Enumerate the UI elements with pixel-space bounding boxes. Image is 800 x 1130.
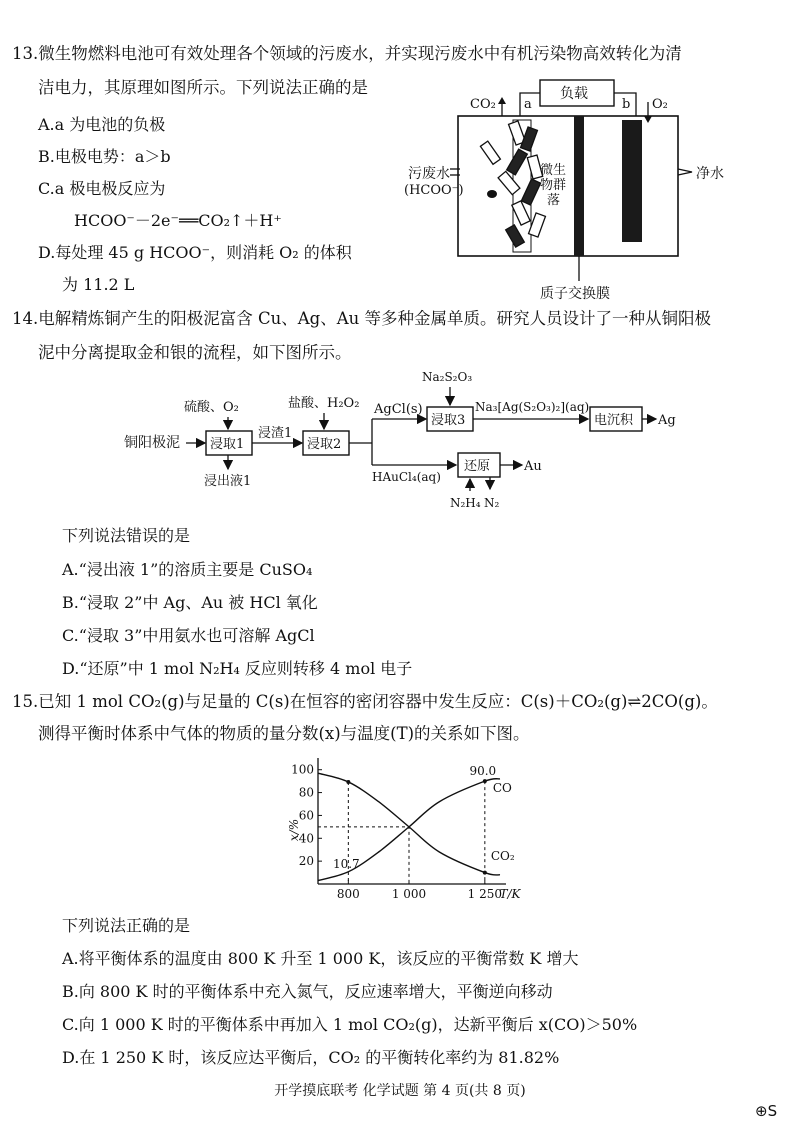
q14-option-c: C.“浸取 3”中用氨水也可溶解 AgCl [62,626,315,645]
complex-label: Na₃[Ag(S₂O₃)₂](aq) [475,400,590,414]
corner-stamp: ⊕S [755,1102,778,1120]
q15-stem-line2: 测得平衡时体系中气体的物质的量分数(x)与温度(T)的关系如下图。 [38,724,530,743]
au-product-label: Au [524,459,542,474]
electrode-a-label: a [524,97,532,112]
q13-option-c-equation: HCOO⁻－2e⁻══CO₂↑＋H⁺ [74,211,282,230]
electrodeposition-label: 电沉积 [594,413,634,428]
q13-option-d-line1: D.每处理 45 g HCOO⁻，则消耗 O₂ 的体积 [38,243,352,262]
data-point [346,780,350,784]
q14-option-a: A.“浸出液 1”的溶质主要是 CuSO₄ [62,560,313,579]
y-axis-label: x/% [287,818,301,842]
co2-label: CO₂ [470,97,496,112]
mole-fraction-chart [280,752,530,907]
q15-stem-line1: 15.已知 1 mol CO₂(g)与足量的 C(s)在恒容的密闭容器中发生反应：C(s)＋CO₂(g)⇌2CO(g)。 [12,692,718,711]
leach2-label: 浸取2 [307,437,342,452]
y-tick-label: 100 [291,762,314,777]
q15-option-a: A.将平衡体系的温度由 800 K 升至 1 000 K，该反应的平衡常数 K 增大 [62,949,579,968]
leach3-label: 浸取3 [431,413,466,428]
q14-option-d: D.“还原”中 1 mol N₂H₄ 反应则转移 4 mol 电子 [62,659,413,678]
q13-option-c: C.a 极电极反应为 [38,179,166,198]
waste-water-label: 污废水 [408,166,450,182]
proton-exchange-membrane [574,116,584,256]
page-footer: 开学摸底联考 化学试题 第 4 页(共 8 页) [274,1083,526,1099]
data-point [483,779,487,783]
n2-label: N₂ [484,496,500,510]
reagent3-label: Na₂S₂O₃ [422,370,473,384]
waste-water-formula: (HCOO⁻) [404,183,464,198]
q15-option-d: D.在 1 250 K 时，该反应达平衡后，CO₂ 的平衡转化率约为 81.82% [62,1048,560,1067]
q13-option-b: B.电极电势：a＞b [38,147,171,166]
leach1-label: 浸取1 [210,437,245,452]
reduction-label: 还原 [464,459,491,474]
x-tick-label: 1 250 [467,887,503,901]
n2h4-label: N₂H₄ [450,496,481,510]
o2-label: O₂ [652,97,668,112]
fuel-cell-diagram [400,76,790,308]
x-axis-label: T/K [499,887,521,901]
agcl-label: AgCl(s) [374,402,423,417]
ag-product-label: Ag [658,413,676,428]
leachate1-label: 浸出液1 [204,474,252,489]
q13-option-d-line2: 为 11.2 L [62,275,135,294]
reagent1-label: 硫酸、O₂ [184,400,239,415]
membrane-label: 质子交换膜 [540,286,610,302]
q13-option-a: A.a 为电池的负极 [38,115,166,134]
microbe-label-2: 物群 [540,178,567,193]
q13-stem-line1: 13.微生物燃料电池可有效处理各个领域的污废水，并实现污废水中有机污染物高效转化为清 [12,44,682,63]
q14-stem-line1: 14.电解精炼铜产生的阳极泥富含 Cu、Ag、Au 等多种金属单质。研究人员设计了一种从铜阳极 [12,309,712,328]
guide-1000 [318,827,409,884]
clean-water-label: 净水 [696,166,724,182]
y-tick-label: 20 [298,854,314,869]
series-label-co: CO [492,781,512,795]
annotation-90: 90.0 [469,764,497,779]
series-label-co2: CO₂ [490,849,515,863]
microbe-label-1: 微生 [540,163,567,178]
q15-option-b: B.向 800 K 时的平衡体系中充入氮气，反应速率增大，平衡逆向移动 [62,982,553,1001]
y-tick-label: 80 [298,785,314,800]
extraction-flowchart [110,365,710,515]
q14-stem-line2: 泥中分离提取金和银的流程，如下图所示。 [38,343,352,362]
raw-material-label: 铜阳极泥 [124,435,180,451]
reagent2-label: 盐酸、H₂O₂ [288,396,360,411]
q13-stem-line2: 洁电力，其原理如图所示。下列说法正确的是 [38,78,368,97]
x-tick-label: 1 000 [391,887,427,901]
q15-option-c: C.向 1 000 K 时的平衡体系中再加入 1 mol CO₂(g)，达新平衡后 x(CO)＞50% [62,1015,638,1034]
y-tick-label: 40 [298,831,314,846]
annotation-10-7: 10.7 [332,856,360,871]
microbe-label-3: 落 [547,193,561,208]
q14-question: 下列说法错误的是 [62,526,191,545]
electrode-b-label: b [622,97,631,112]
q15-question: 下列说法正确的是 [62,916,191,935]
load-label: 负载 [560,86,588,102]
haucl4-label: HAuCl₄(aq) [372,470,441,484]
residue1-label: 浸渣1 [258,426,293,441]
cathode-electrode [622,120,642,242]
y-tick-label: 60 [298,808,314,823]
x-tick-label: 800 [336,887,360,901]
data-point [483,871,487,875]
cell-vessel [458,116,678,256]
q14-option-b: B.“浸取 2”中 Ag、Au 被 HCl 氧化 [62,593,318,612]
